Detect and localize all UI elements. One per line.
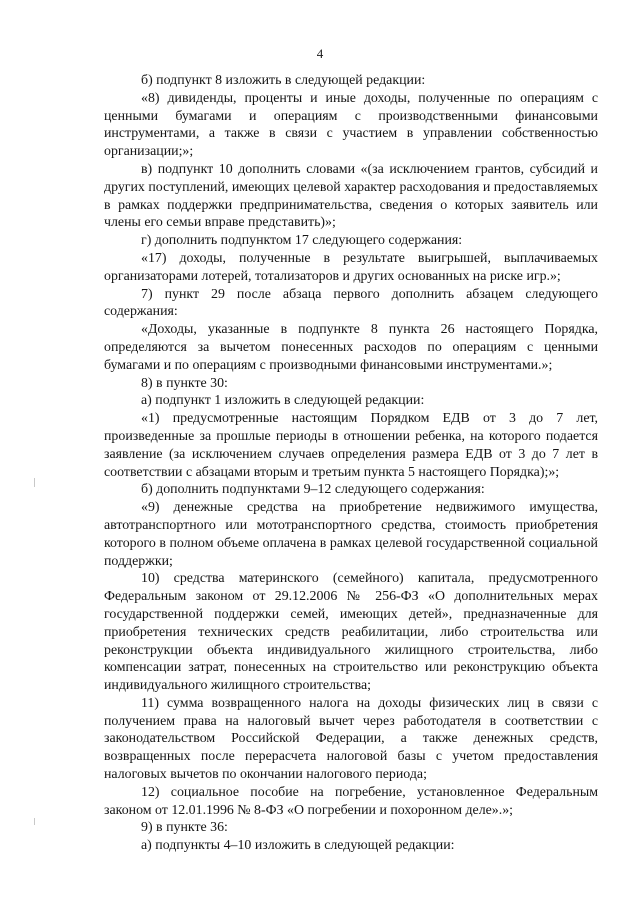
paragraph-point-9-item-36: 9) в пункте 36:: [141, 820, 228, 836]
paragraph-subitem-b-item-8: б) подпункт 8 изложить в следующей редакции:: [141, 73, 426, 88]
paragraph-item-1-edv: «1) предусмотренные настоящим Порядком ЕДВ от 3 до 7 лет, произведенные за прошлые периоды в отношении ребенка, на которого подается заявление (за исключением случаев определения размера ЕДВ от 3 до 7 лет в соответствии с абзацами вторым и третьим пункта 5 настоящего Порядка);»;: [104, 411, 598, 480]
scan-edge-mark: [34, 478, 35, 487]
paragraph-item-17-winnings: «17) доходы, полученные в результате выигрышей, выплачиваемых организаторами лотерей, тотализаторов и других основанных на риске игр.»;: [104, 250, 598, 284]
paragraph-item-8-dividends: «8) дивиденды, проценты и иные доходы, полученные по операциям с ценными бумагами и операциям с производственными финансовыми инструментами, а также в связи с участием в управлении собственностью организации;»;: [104, 90, 598, 160]
paragraph-point-8-item-30: 8) в пункте 30:: [141, 375, 228, 391]
scan-edge-mark: [34, 818, 35, 825]
document-body: [104, 72, 598, 855]
paragraph-item-12-burial-allowance: 12) социальное пособие на погребение, установленное Федеральным законом от 12.01.1996 № 8-ФЗ «О погребении и похоронном деле».»;: [104, 784, 598, 818]
paragraph-point-7-item-29: 7) пункт 29 после абзаца первого дополнить абзацем следующего содержания:: [104, 286, 598, 320]
paragraph-item-10-maternity-capital: 10) средства материнского (семейного) капитала, предусмотренного Федеральным законом от 29.12.2006 № 256-ФЗ «О дополнительных мерах государственной поддержки семей, имеющих детей», предназначенные для приобретения технических средств реабилитации, либо строительства или реконструкции объекта индивидуального жилищного строительства, либо компенсации затрат, понесенных на строительство или реконструкцию объекта индивидуального жилищного строительства;: [104, 571, 598, 694]
page-number: 4: [316, 46, 324, 61]
paragraph-subitem-a-item-1: а) подпункт 1 изложить в следующей редакции:: [141, 393, 425, 409]
paragraph-item-9-funds: «9) денежные средства на приобретение недвижимого имущества, автотранспортного или мототранспортного средства, стоимость приобретения которого в полном объеме оплачена в рамках целевой государственной социальной поддержки;: [104, 500, 598, 569]
paragraph-income-item-8: «Доходы, указанные в подпункте 8 пункта 26 настоящего Порядка, определяются за вычетом понесенных расходов по операциям с ценными бумагами и по операциям с производными финансовыми инструментами.»;: [104, 322, 598, 373]
paragraph-subitem-b-items-9-12: б) дополнить подпунктами 9–12 следующего содержания:: [141, 482, 485, 498]
paragraph-subitem-v-item-10: в) подпункт 10 дополнить словами «(за исключением грантов, субсидий и других поступлений, имеющих целевой характер расходования и предоставляемых в рамках поддержки предпринимательства, сведения о которых заявитель или члены его семьи вправе представить)»;: [104, 161, 598, 231]
paragraph-subitem-a-items-4-10: а) подпункты 4–10 изложить в следующей редакции:: [141, 838, 455, 854]
paragraph-subitem-g-item-17: г) дополнить подпунктом 17 следующего содержания:: [141, 233, 463, 249]
paragraph-item-11-tax-refund: 11) сумма возвращенного налога на доходы физических лиц в связи с получением права на налоговый вычет через работодателя в соответствии с законодательством Российской Федерации, а также денежных средств, возвращенных после перерасчета налоговой базы с учетом предоставления налоговых вычетов по окончании налогового периода;: [104, 695, 598, 783]
